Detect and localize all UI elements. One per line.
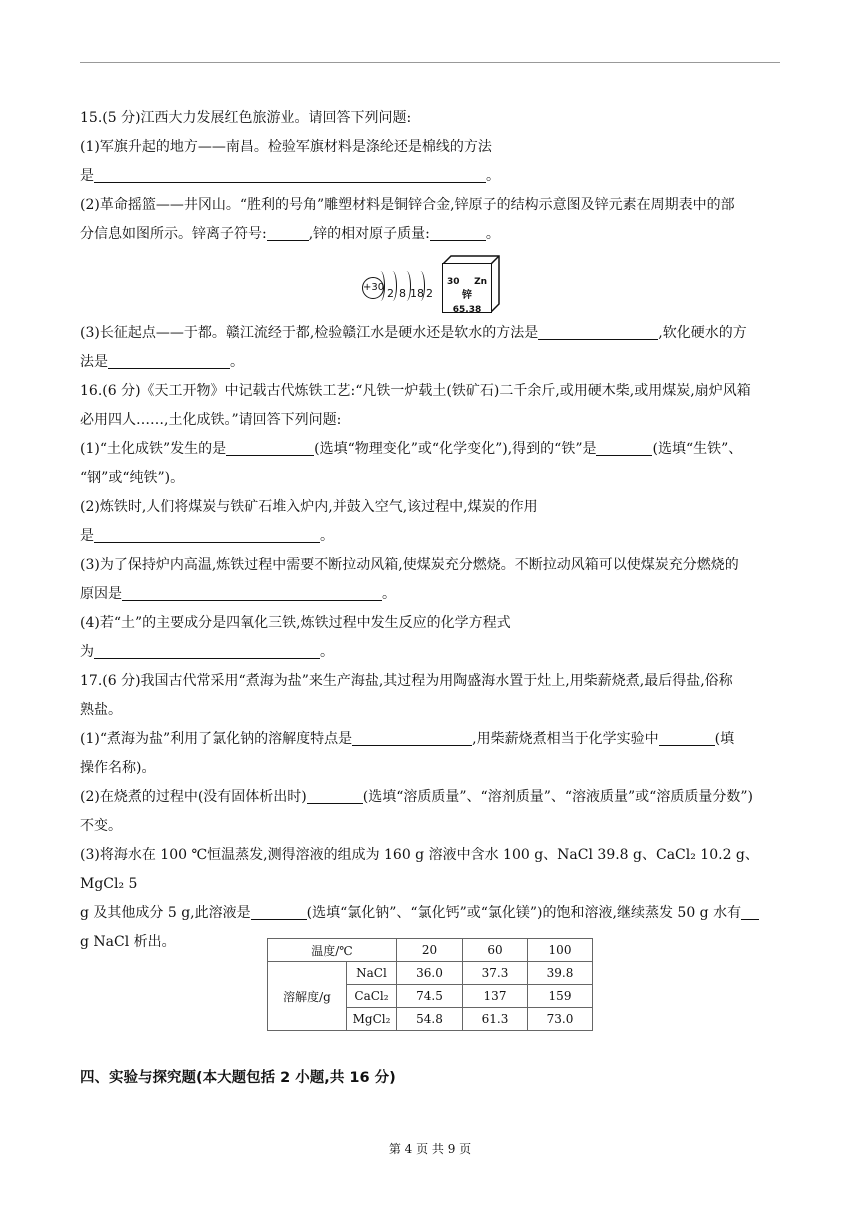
q16-part3-answer-line: 原因是 。: [80, 586, 396, 602]
atom-nucleus: +30: [362, 277, 384, 299]
q17-part3-end: g NaCl 析出。: [80, 934, 176, 950]
atomic-number: 30: [447, 277, 460, 287]
shell-electron-count: 2: [387, 287, 394, 300]
q16-part4: (4)若“土”的主要成分是四氧化三铁,炼铁过程中发生反应的化学方程式: [80, 615, 511, 631]
q15-part2: (2)革命摇篮——井冈山。“胜利的号角”雕塑材料是铜锌合金,锌原子的结构示意图及锌元素在周期表中的部: [80, 197, 735, 213]
q15-part3-answer-line: 法是 。: [80, 354, 244, 370]
temp-cell: 20: [397, 939, 463, 962]
answer-blank[interactable]: [108, 352, 230, 369]
answer-blank[interactable]: [267, 224, 309, 241]
q15-part3: (3)长征起点——于都。赣江流经于都,检验赣江水是硬水还是软水的方法是 ,软化硬水的方: [80, 325, 747, 341]
answer-blank[interactable]: [538, 323, 658, 340]
section-heading: 四、实验与探究题(本大题包括 2 小题,共 16 分): [80, 1070, 396, 1086]
electron-shell-arc: [376, 271, 385, 301]
q17-stem: 17.(6 分)我国古代常采用“煮海为盐”来生产海盐,其过程为用陶盛海水置于灶上,用柴薪烧煮,最后得盐,俗称: [80, 673, 733, 689]
substance-name: NaCl: [347, 962, 397, 985]
header-rule: [80, 62, 780, 63]
q15-part2-answer-line: 分信息如图所示。锌离子符号: ,锌的相对原子质量: 。: [80, 226, 500, 242]
answer-blank[interactable]: [226, 439, 314, 456]
q16-part1: (1)“土化成铁”发生的是 (选填“物理变化”或“化学变化”),得到的“铁”是 (选填“生铁”、: [80, 441, 743, 457]
substance-name: CaCl₂: [347, 985, 397, 1008]
table-row: [268, 939, 593, 962]
shell-electron-count: 2: [426, 287, 433, 300]
element-name: 锌: [462, 290, 472, 301]
q16-stem: 16.(6 分)《天工开物》中记载古代炼铁工艺:“凡铁一炉载土(铁矿石)二千余斤,或用硬木柴,或用煤炭,扇炉风箱: [80, 383, 751, 399]
answer-blank[interactable]: [94, 642, 320, 659]
answer-blank[interactable]: [596, 439, 652, 456]
table-cell: 39.8: [528, 962, 593, 985]
solubility-table: [267, 938, 593, 1031]
q16-part1-cont: “钢”或“纯铁”)。: [80, 470, 185, 486]
answer-blank[interactable]: [94, 526, 320, 543]
table-cell: 137: [463, 985, 528, 1008]
table-row: [268, 962, 593, 985]
q17-part2: (2)在烧煮的过程中(没有固体析出时) (选填“溶质质量”、“溶剂质量”、“溶液质量”或“溶质质量分数”): [80, 789, 753, 805]
q16-part3: (3)为了保持炉内高温,炼铁过程中需要不断拉动风箱,使煤炭充分燃烧。不断拉动风箱可以使煤炭充分燃烧的: [80, 557, 739, 573]
substance-name: MgCl₂: [347, 1008, 397, 1031]
periodic-table-cell: [442, 255, 498, 313]
q17-part3-cont: g 及其他成分 5 g,此溶液是 (选填“氯化钠”、“氯化钙”或“氯化镁”)的饱和溶液,继续蒸发 50 g 水有: [80, 899, 782, 928]
q15-part1: (1)军旗升起的地方——南昌。检验军旗材料是涤纶还是棉线的方法: [80, 139, 492, 155]
q17-stem-cont: 熟盐。: [80, 702, 122, 718]
q16-part4-answer-line: 为 。: [80, 644, 334, 660]
answer-blank[interactable]: [352, 729, 472, 746]
q16-stem-cont: 必用四人……,土化成铁。”请回答下列问题:: [80, 412, 342, 428]
table-cell: 37.3: [463, 962, 528, 985]
answer-blank[interactable]: [94, 166, 486, 183]
table-cell: 54.8: [397, 1008, 463, 1031]
answer-blank[interactable]: [659, 729, 715, 746]
element-symbol: Zn: [474, 277, 487, 287]
q16-part2: (2)炼铁时,人们将煤炭与铁矿石堆入炉内,并鼓入空气,该过程中,煤炭的作用: [80, 499, 538, 515]
q16-part2-answer-line: 是 。: [80, 528, 334, 544]
table-cell: 159: [528, 985, 593, 1008]
table-cell: 36.0: [397, 962, 463, 985]
atomic-mass: 65.38: [452, 305, 482, 315]
answer-blank[interactable]: [741, 903, 759, 920]
answer-blank[interactable]: [251, 903, 307, 920]
zinc-figure: [80, 253, 782, 319]
answer-blank[interactable]: [307, 787, 363, 804]
document-body: [80, 104, 782, 957]
shell-electron-count: 18: [410, 287, 424, 300]
answer-blank[interactable]: [430, 224, 486, 241]
table-cell: 74.5: [397, 985, 463, 1008]
temp-header: 温度/℃: [268, 939, 397, 962]
q17-part1: (1)“煮海为盐”利用了氯化钠的溶解度特点是 ,用柴薪烧煮相当于化学实验中 (填: [80, 731, 735, 747]
q17-part2-cont: 不变。: [80, 818, 122, 834]
temp-cell: 60: [463, 939, 528, 962]
zinc-atom-structure-diagram: [362, 267, 434, 307]
page-footer: 第 4 页 共 9 页: [388, 1142, 472, 1156]
table-cell: 73.0: [528, 1008, 593, 1031]
answer-blank[interactable]: [122, 584, 382, 601]
q17-part1-cont: 操作名称)。: [80, 760, 156, 776]
element-card: [442, 263, 492, 313]
table-cell: 61.3: [463, 1008, 528, 1031]
q15-stem: 15.(5 分)江西大力发展红色旅游业。请回答下列问题:: [80, 110, 412, 126]
q17-part3: (3)将海水在 100 ℃恒温蒸发,测得溶液的组成为 160 g 溶液中含水 100 g、NaCl 39.8 g、CaCl₂ 10.2 g、MgCl₂ 5: [80, 847, 759, 892]
temp-cell: 100: [528, 939, 593, 962]
solubility-label: 溶解度/g: [268, 962, 347, 1031]
q15-part1-answer-line: 是 。: [80, 168, 500, 184]
shell-electron-count: 8: [399, 287, 406, 300]
